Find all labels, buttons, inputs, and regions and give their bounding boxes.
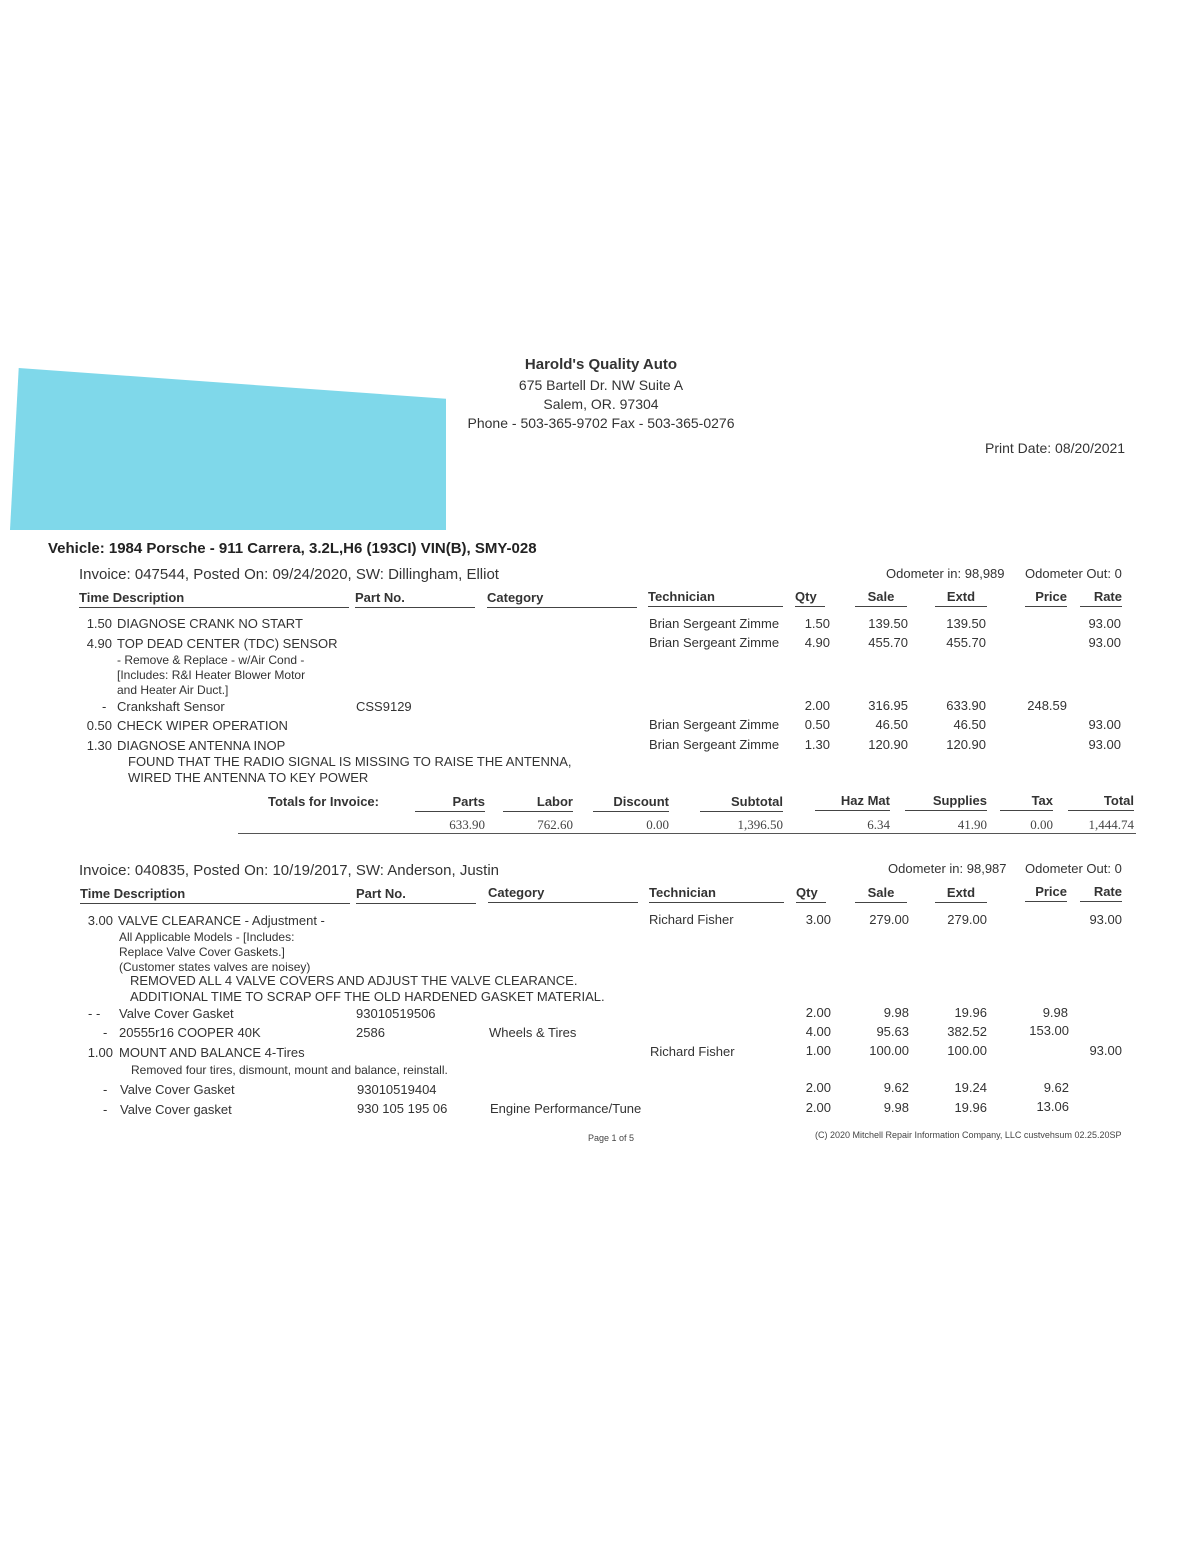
row-dash: - [103,1102,108,1117]
row-time: 4.90 [86,636,112,651]
invoice2-odometer-out: Odometer Out: 0 [1025,861,1122,876]
row-sale: 46.50 [875,717,908,732]
col-price: Price [1025,884,1067,902]
row-technician: Richard Fisher [649,912,734,927]
row-technician: Brian Sergeant Zimme [649,635,780,650]
shop-phone-fax: Phone - 503-365-9702 Fax - 503-365-0276 [467,415,735,431]
totals-hazmat: 6.34 [867,817,890,832]
row-sale: 9.98 [883,1005,909,1020]
col-extd: Extd [935,885,987,903]
totals-tax: 0.00 [1030,817,1053,832]
totals-label: Totals for Invoice: [268,794,379,809]
row-description-line: Replace Valve Cover Gaskets.] [119,945,285,959]
col-sale: Sale [855,885,907,903]
row-price: 9.98 [1042,1005,1068,1020]
col-extd: Extd [935,589,987,607]
row-description-line: (Customer states valves are noisey) [119,960,311,974]
row-price: 9.62 [1043,1080,1069,1095]
invoice1-odometer-out: Odometer Out: 0 [1025,566,1122,581]
shop-address-line1: 675 Bartell Dr. NW Suite A [518,377,684,393]
totals-parts-label: Parts [415,794,485,812]
totals-tax-label: Tax [1000,793,1053,811]
row-description: TOP DEAD CENTER (TDC) SENSOR [117,636,338,651]
totals-subtotal: 1,396.50 [737,817,783,832]
row-qty: 2.00 [805,1100,831,1115]
totals-discount-label: Discount [593,794,669,812]
row-description: VALVE CLEARANCE - Adjustment - [118,913,325,928]
row-part-no: CSS9129 [356,699,412,714]
row-note: WIRED THE ANTENNA TO KEY POWER [128,770,369,785]
row-sale: 139.50 [868,616,908,631]
col-category: Category [487,590,637,608]
vehicle-title: Vehicle: 1984 Porsche - 911 Carrera, 3.2L,H6 (193CI) VIN(B), SMY-028 [48,540,537,557]
row-dash: - [102,699,107,714]
row-description: CHECK WIPER OPERATION [117,718,288,733]
row-technician: Brian Sergeant Zimme [649,737,780,752]
row-extd: 455.70 [946,635,986,650]
row-sale: 455.70 [868,635,908,650]
row-note: FOUND THAT THE RADIO SIGNAL IS MISSING TO RAISE THE ANTENNA, [128,754,572,769]
row-rate: 93.00 [1088,616,1121,631]
totals-hazmat-label: Haz Mat [815,793,890,811]
invoice1-odometer-in: Odometer in: 98,989 [886,566,1005,581]
invoice2-header: Invoice: 040835, Posted On: 10/19/2017, SW: Anderson, Justin [79,862,499,879]
row-sale: 95.63 [876,1024,909,1039]
row-rate: 93.00 [1089,1043,1122,1058]
totals-supplies: 41.90 [957,817,987,832]
row-description-line: and Heater Air Duct.] [117,683,229,697]
totals-subtotal-label: Subtotal [700,794,783,812]
row-extd: 100.00 [947,1043,987,1058]
row-description: Valve Cover gasket [120,1102,232,1117]
row-technician: Brian Sergeant Zimme [649,616,780,631]
row-rate: 93.00 [1088,635,1121,650]
totals-total: 1,444.74 [1088,817,1134,832]
row-sale: 100.00 [869,1043,909,1058]
row-part-no: 93010519404 [357,1082,437,1097]
row-time: 1.00 [87,1045,113,1060]
row-part-no: 2586 [356,1025,385,1040]
row-description: DIAGNOSE CRANK NO START [117,616,303,631]
row-category: Engine Performance/Tune [490,1101,642,1116]
col-price: Price [1025,589,1067,607]
col-part-no: Part No. [356,886,476,904]
col-time-description: Time Description [80,886,350,904]
row-description-line: [Includes: R&I Heater Blower Motor [117,668,306,682]
col-technician: Technician [648,589,783,607]
row-qty: 1.00 [805,1043,831,1058]
col-technician: Technician [649,885,784,903]
shop-address-line2: Salem, OR. 97304 [543,396,659,412]
col-rate: Rate [1080,884,1122,902]
row-price: 153.00 [1029,1023,1069,1038]
col-qty: Qty [795,589,825,607]
row-description-line: - Remove & Replace - w/Air Cond - [117,653,305,667]
row-time: 3.00 [87,913,113,928]
row-time: 1.30 [86,738,112,753]
row-description: Valve Cover Gasket [120,1082,235,1097]
row-rate: 93.00 [1089,912,1122,927]
totals-parts: 633.90 [449,817,485,832]
col-part-no: Part No. [355,590,475,608]
col-rate: Rate [1080,589,1122,607]
row-sale: 9.62 [883,1080,909,1095]
row-extd: 120.90 [946,737,986,752]
row-price: 13.06 [1036,1099,1069,1114]
row-description: DIAGNOSE ANTENNA INOP [117,738,286,753]
col-sale: Sale [855,589,907,607]
row-description: MOUNT AND BALANCE 4-Tires [119,1045,305,1060]
totals-supplies-label: Supplies [905,793,987,811]
row-price: 248.59 [1027,698,1067,713]
row-qty: 3.00 [805,912,831,927]
row-description: Crankshaft Sensor [117,699,225,714]
row-time: 1.50 [86,616,112,631]
row-extd: 382.52 [947,1024,987,1039]
invoice1-header: Invoice: 047544, Posted On: 09/24/2020, SW: Dillingham, Elliot [79,566,499,583]
row-qty: 4.90 [804,635,830,650]
row-extd: 19.96 [954,1005,987,1020]
row-description: Valve Cover Gasket [119,1006,234,1021]
row-qty: 1.50 [804,616,830,631]
row-extd: 139.50 [946,616,986,631]
col-time-description: Time Description [79,590,349,608]
col-qty: Qty [796,885,826,903]
totals-total-label: Total [1068,793,1134,811]
row-category: Wheels & Tires [489,1025,577,1040]
row-extd: 279.00 [947,912,987,927]
row-qty: 4.00 [805,1024,831,1039]
row-technician: Richard Fisher [650,1044,735,1059]
row-extd: 633.90 [946,698,986,713]
row-extd: 19.24 [954,1080,987,1095]
col-category: Category [488,885,638,903]
totals-divider [238,833,1136,834]
page-number: Page 1 of 5 [588,1133,635,1143]
row-description-line: All Applicable Models - [Includes: [119,930,295,944]
row-rate: 93.00 [1088,737,1121,752]
shop-name: Harold's Quality Auto [524,356,678,373]
row-qty: 2.00 [804,698,830,713]
row-part-no: 930 105 195 06 [357,1101,448,1116]
row-description: 20555r16 COOPER 40K [119,1025,261,1040]
row-extd: 46.50 [953,717,986,732]
row-part-no: 93010519506 [356,1006,436,1021]
row-rate: 93.00 [1088,717,1121,732]
row-note: REMOVED ALL 4 VALVE COVERS AND ADJUST THE VALVE CLEARANCE. [130,973,578,988]
row-qty: 1.30 [804,737,830,752]
invoice2-odometer-in: Odometer in: 98,987 [888,861,1007,876]
totals-labor-label: Labor [503,794,573,812]
row-qty: 2.00 [805,1080,831,1095]
totals-labor: 762.60 [537,817,573,832]
row-note: ADDITIONAL TIME TO SCRAP OFF THE OLD HARDENED GASKET MATERIAL. [130,989,605,1004]
row-sale: 120.90 [868,737,908,752]
row-note: Removed four tires, dismount, mount and balance, reinstall. [131,1063,448,1077]
print-date: Print Date: 08/20/2021 [985,440,1126,456]
row-qty: 0.50 [804,717,830,732]
row-time: 0.50 [86,718,112,733]
row-dash: - [103,1025,108,1040]
row-sale: 9.98 [883,1100,909,1115]
row-qty: 2.00 [805,1005,831,1020]
row-extd: 19.96 [954,1100,987,1115]
row-dash: - - [88,1006,101,1021]
redaction-block [10,368,446,530]
row-sale: 279.00 [869,912,909,927]
row-dash: - [103,1082,108,1097]
totals-discount: 0.00 [646,817,669,832]
copyright: (C) 2020 Mitchell Repair Information Company, LLC custvehsum 02.25.20SP [815,1130,1122,1140]
row-technician: Brian Sergeant Zimme [649,717,780,732]
row-sale: 316.95 [868,698,908,713]
